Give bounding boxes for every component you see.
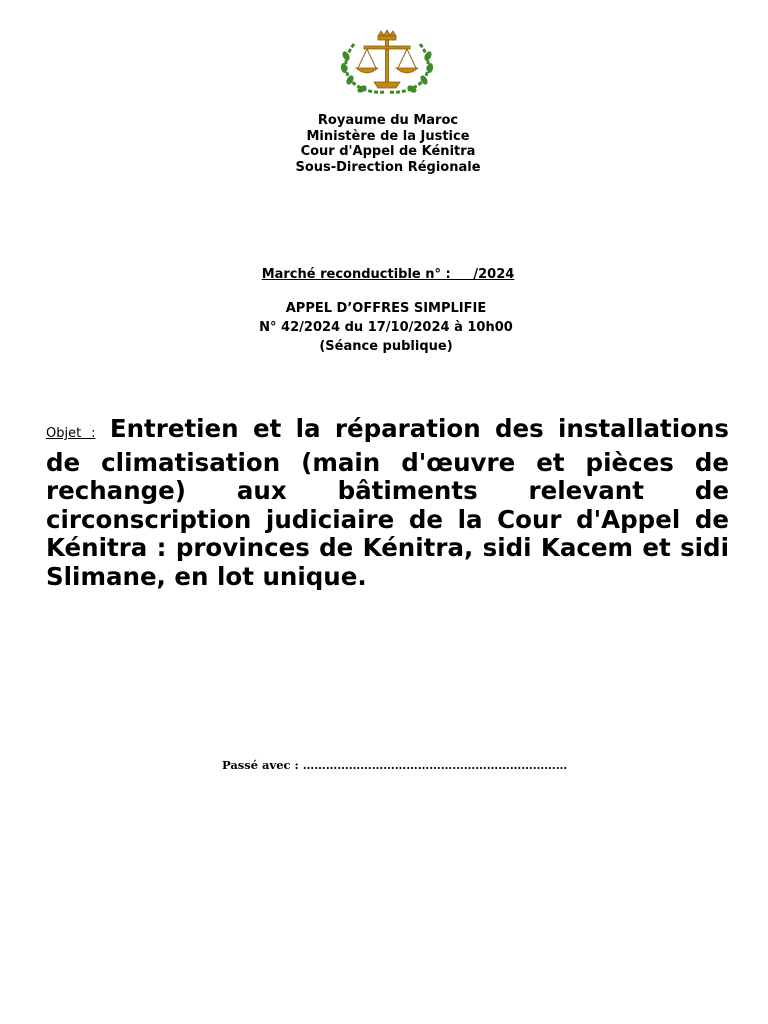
tender-session: (Séance publique) (319, 339, 453, 354)
objet-paragraph (46, 415, 729, 592)
tender-number-date: N° 42/2024 du 17/10/2024 à 10h00 (259, 320, 513, 335)
tender-info (0, 299, 768, 356)
tender-type: APPEL D’OFFRES SIMPLIFIE (285, 301, 487, 316)
passe-avec-line: Passé avec : …………………………………………………………… (222, 758, 568, 772)
header-ministry: Ministère de la Justice (306, 128, 470, 144)
marche-number: Marché reconductible n° : /2024 (261, 267, 515, 282)
header-court: Cour d'Appel de Kénitra (300, 144, 476, 160)
header-subdirection: Sous-Direction Régionale (295, 159, 481, 175)
objet-text: Entretien et la réparation des installations de climatisation (main d'œuvre et pièces de rechange) aux bâtiments relevant de circonscription judiciaire de la Cour d'Appel de Kénitra : provinces de Kénitra, sidi Kacem et sidi Slimane, en lot unique. (46, 414, 729, 591)
header-kingdom: Royaume du Maroc (317, 113, 459, 128)
objet-label: Objet : (46, 426, 96, 441)
institution-header (0, 113, 768, 175)
scales-of-justice-emblem-icon (334, 28, 440, 96)
